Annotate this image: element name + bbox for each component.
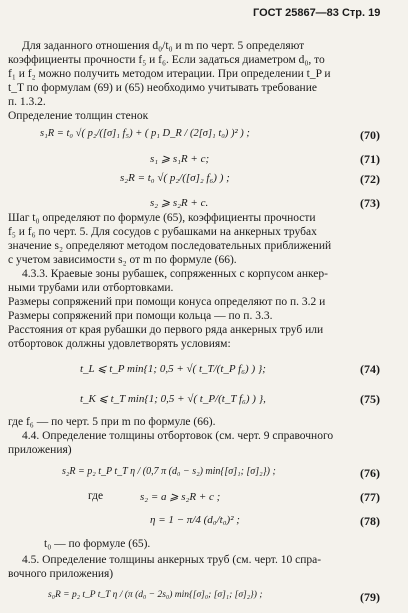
intro-line-2: коэффициенты прочности f₅ и f₆. Если задаться диаметром d₀, то (8, 54, 325, 66)
intro-line-3: f₁ и f₂ можно получить методом итерации. При определении t_P и (8, 68, 331, 80)
step-line-2: f₅ и f₆ по черт. 5. Для сосудов с рубашками на анкерных трубах (8, 226, 317, 238)
eqnum-71: (71) (360, 152, 380, 166)
step-line-1: Шаг t₀ определяют по формуле (65), коэффициенты прочности (8, 212, 316, 224)
eqnum-70: (70) (360, 128, 380, 142)
eqnum-74: (74) (360, 362, 380, 376)
p44-line-2: приложения) (8, 444, 72, 456)
equation-72: s₂R = t₀ √( p₂/([σ]₂ f₆) ) ; (120, 172, 230, 184)
eqnum-75: (75) (360, 392, 380, 406)
p44-line-1: 4.4. Определение толщины отбортовок (см. черт. 9 справочного (22, 430, 334, 442)
equation-76: s₂R = p₂ t_P t_T η / (0,7 π (d₀ − s₂) min{[σ]₁; [σ]₂}) ; (62, 466, 276, 477)
p433-line-5: Расстояния от края рубашки до первого ряда анкерных труб или (8, 324, 324, 336)
section-heading-wall: Определение толщин стенок (8, 110, 149, 122)
intro-line-4: t_T по формулам (69) и (65) необходимо учитывать требование (8, 82, 317, 94)
page-header: ГОСТ 25867—83 Стр. 19 (253, 7, 381, 19)
where-f6: где f₆ — по черт. 5 при m по формуле (66). (8, 416, 216, 428)
equation-75: t_K ⩽ t_T min{1; 0,5 + √( t_P/(t_T f₆) ) }, (80, 393, 266, 405)
step-line-4: с учетом зависимости s₂ от m по формуле (66). (8, 254, 237, 266)
eqnum-72: (72) (360, 172, 380, 186)
where-label: где (88, 490, 104, 502)
intro-line-1: Для заданного отношения d₀/t₀ и m по черт. 5 определяют (22, 40, 305, 52)
eqnum-79: (79) (360, 590, 380, 604)
equation-70: s₁R = t₀ √( p₂/([σ]₁ f₅) + ( p₁ D_R / (2[σ]₁ t₀) )² ) ; (40, 128, 250, 139)
equation-77: s₂ = a ⩾ s₂R + c ; (140, 491, 221, 503)
p433-line-3: Размеры сопряжений при помощи конуса определяют по п. 3.2 и (8, 296, 326, 308)
equation-79: s₀R = p₂ t_P t_T η / (π (d₀ − 2s₀) min{[σ]₀; [σ]₁; [σ]₂}) ; (48, 590, 263, 600)
equation-78: η = 1 − π/4 (d₀/t₀)² ; (150, 514, 240, 526)
equation-74: t_L ⩽ t_P min{1; 0,5 + √( t_T/(t_P f₆) ) }; (80, 363, 266, 375)
eqnum-73: (73) (360, 196, 380, 210)
equation-73: s₂ ⩾ s₂R + c. (150, 197, 209, 209)
step-line-3: значение s₂ определяют методом последовательных приближений (8, 240, 332, 252)
eqnum-76: (76) (360, 466, 380, 480)
t0-formula: t₀ — по формуле (65). (44, 538, 151, 550)
p45-line-1: 4.5. Определение толщины анкерных труб (см. черт. 10 спра- (22, 554, 322, 566)
p433-line-6: отбортовок должны удовлетворять условиям: (8, 338, 231, 350)
intro-line-5: п. 1.3.2. (8, 96, 46, 108)
p433-line-1: 4.3.3. Краевые зоны рубашек, сопряженных с корпусом анкер- (22, 268, 328, 280)
equation-71: s₁ ⩾ s₁R + c; (150, 153, 210, 165)
p433-line-2: ными трубами или отбортовками. (8, 282, 174, 294)
eqnum-78: (78) (360, 514, 380, 528)
eqnum-77: (77) (360, 490, 380, 504)
p45-line-2: вочного приложения) (8, 568, 114, 580)
p433-line-4: Размеры сопряжений при помощи кольца — по п. 3.3. (8, 310, 273, 322)
